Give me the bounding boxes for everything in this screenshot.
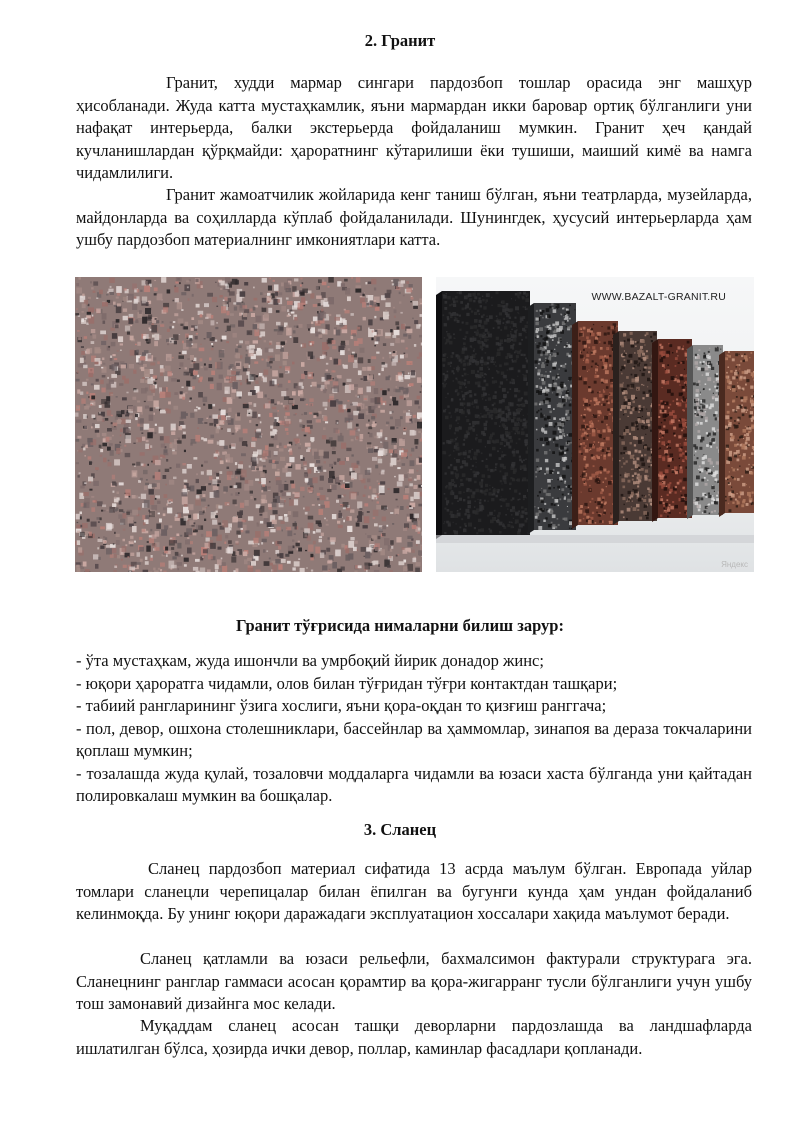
granite-paragraph-1: Гранит, худди мармар сингари пардозбоп тошлар орасида энг машҳур ҳисобланади. Жуда катта мустаҳкамлик, яъни мармардан икки баровар ортиқ бўлганлиги уни нафақат интерьерда, балки экстерьерда фойдаланиш мумкин. Гранит ҳеч қандай кучланишлардан қўрқмайди: ҳароратнинг кўтарилиши ёки тушиши, маиший кимё ва намга чидамлилиги. bbox=[76, 73, 752, 182]
list-item: - тозалашда жуда қулай, тозаловчи моддаларга чидамли ва юзаси хаста бўлганда уни қайтадан полировкалаш мумкин ва бошқалар. bbox=[76, 763, 752, 805]
section-2-heading: 2. Гранит bbox=[364, 31, 436, 50]
list-item: - ўта мустаҳкам, жуда ишончли ва умрбоқий йирик донадор жинс; bbox=[76, 651, 544, 670]
granite-samples-image bbox=[436, 277, 754, 572]
granite-texture-image bbox=[75, 277, 422, 572]
granite-facts-list bbox=[76, 650, 752, 808]
photo-credit: Яндекс bbox=[721, 560, 748, 569]
list-item: - пол, девор, ошхона столешниклари, бассейнлар ва ҳаммомлар, зинапоя ва дераза токчаларини қоплаш мумкин; bbox=[76, 718, 752, 760]
granite-samples-photo bbox=[436, 277, 754, 572]
granite-facts-heading: Гранит тўғрисида нималарни билиш зарур: bbox=[236, 616, 564, 635]
photo-watermark: WWW.BAZALT-GRANIT.RU bbox=[591, 291, 726, 303]
slate-paragraph-3: Муқаддам сланец асосан ташқи деворларни пардозлашда ва ландшафларда ишлатилган бўлса, ҳозирда ички девор, поллар, каминлар фасадлари қопланади. bbox=[76, 1016, 752, 1058]
list-item: - табиий рангларининг ўзига хослиги, яъни қора-оқдан то қизғиш ранггача; bbox=[76, 696, 607, 715]
granite-paragraph-2: Гранит жамоатчилик жойларида кенг таниш бўлган, яъни театрларда, музейларда, майдонларда ва соҳилларда кўплаб фойдаланилади. Шунингдек, ҳусусий интерьерларда ҳам ушбу пардозбоп материалнинг имкониятлари катта. bbox=[76, 185, 752, 249]
section-3-heading: 3. Сланец bbox=[363, 820, 437, 839]
granite-texture-photo bbox=[75, 277, 422, 572]
list-item: - юқори ҳароратга чидамли, олов билан тўғридан тўғри контактдан ташқари; bbox=[76, 673, 618, 693]
slate-paragraph-1: Сланец пардозбоп материал сифатида 13 асрда маълум бўлган. Европада уйлар томлари сланецли черепицалар билан ёпилган ва бугунги кунда ҳам ундан фойдаланиб келинмоқда. Бу унинг юқори даражадаги эксплуатацион хоссалари хақида маълумот беради. bbox=[76, 859, 752, 923]
slate-paragraph-2: Сланец қатламли ва юзаси рельефли, бахмалсимон фактурали структурага эга. Сланецнинг ранглар гаммаси асосан қорамтир ва қора-жигарранг тусли бўлганлиги учун ушбу тош замонавий дизайнга мос келади. bbox=[76, 949, 752, 1013]
